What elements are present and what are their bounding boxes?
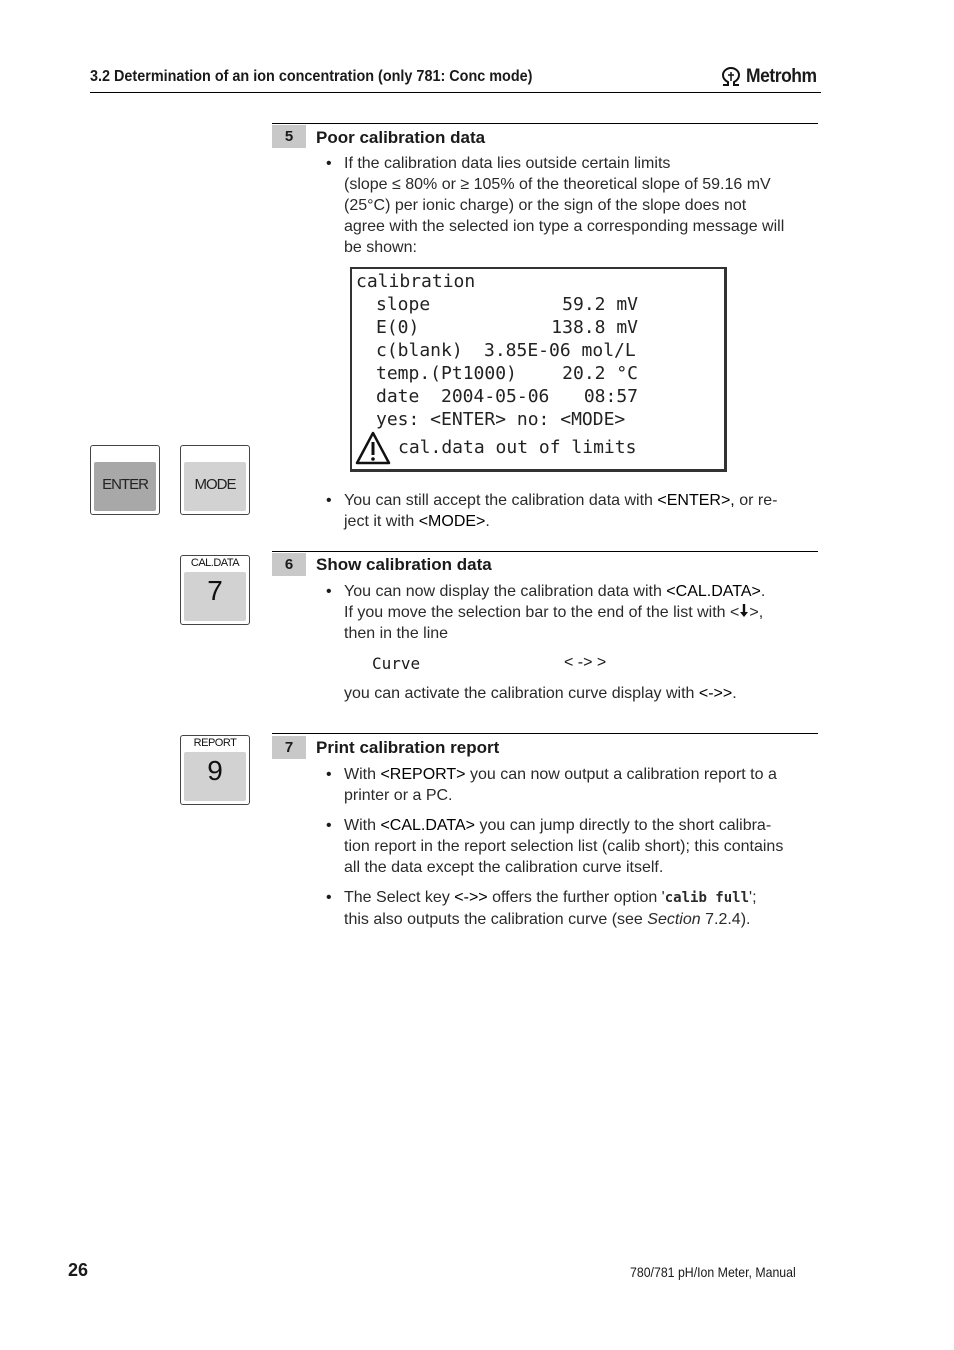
bullet: • <box>326 766 332 783</box>
text-line <box>344 909 824 930</box>
lcd-title: calibration <box>356 271 476 292</box>
step-7-bullet-2 <box>344 815 824 878</box>
lcd-e0-label: E(0) <box>376 317 420 338</box>
step-7-rule <box>272 733 818 734</box>
text: You can still accept the calibration data with <box>344 492 653 509</box>
text-line <box>344 887 824 909</box>
text-line: then in the line <box>344 625 449 642</box>
text: you can activate the calibration curve display with <box>344 685 695 702</box>
lcd-slope-value: 59.2 mV <box>562 294 638 315</box>
step-6-number: 6 <box>272 553 306 576</box>
lcd-prompt: yes: <ENTER> no: <MODE> <box>376 409 626 430</box>
step-5-rule <box>272 123 818 124</box>
bullet: • <box>326 889 332 906</box>
lcd-time-value: 08:57 <box>583 386 638 407</box>
text: offers the further option ' <box>492 889 665 906</box>
text: . <box>485 513 490 530</box>
text-line <box>344 511 824 532</box>
curve-line-label: Curve <box>372 654 421 673</box>
cal-data-key-digit: 7 <box>207 575 223 606</box>
lcd-display <box>350 267 727 472</box>
step-7-title: Print calibration report <box>316 738 500 757</box>
page-number: 26 <box>68 1260 89 1280</box>
curve-line-value: < -> > <box>564 654 607 671</box>
text: you can now output a calibration report to a <box>469 766 777 783</box>
bullet: • <box>326 155 332 172</box>
text-line: agree with the selected ion type a corresponding message will <box>344 218 785 235</box>
lcd-date-value: 2004-05-06 <box>441 386 550 407</box>
lcd-warning-text: cal.data out of limits <box>398 437 637 458</box>
manual-title: 780/781 pH/Ion Meter, Manual <box>630 1264 796 1280</box>
report-key[interactable] <box>180 735 250 805</box>
select-key-ref: <->> <box>454 889 488 906</box>
lcd-date-label: date <box>376 386 420 407</box>
text-line: all the data except the calibration curve itself. <box>344 859 664 876</box>
text-line <box>344 490 824 511</box>
text-line: If the calibration data lies outside certain limits <box>344 155 671 172</box>
lcd-cblank-value: 3.85E-06 mol/L <box>484 340 636 361</box>
arrow-down-icon <box>739 603 749 618</box>
mode-key[interactable] <box>180 445 250 515</box>
text: . <box>732 685 737 702</box>
text-line: tion report in the report selection list (calib short); this contains <box>344 838 784 855</box>
text-line <box>344 602 824 623</box>
bullet: • <box>326 492 332 509</box>
text-line <box>344 581 824 602</box>
warning-icon <box>355 431 391 465</box>
section-title: 3.2 Determination of an ion concentration (only 781: Conc mode) <box>90 68 533 85</box>
text-line: (25°C) per ionic charge) or the sign of the slope does not <box>344 197 747 214</box>
text-line <box>344 764 824 785</box>
text: ject it with <box>344 513 415 530</box>
lcd-slope-label: slope <box>376 294 431 315</box>
enter-key-ref: <ENTER>, <box>657 492 735 509</box>
metrohm-omega-icon <box>720 67 742 87</box>
text: With <box>344 766 376 783</box>
report-key-digit: 9 <box>207 755 223 786</box>
step-6-title: Show calibration data <box>316 555 492 574</box>
cal-data-key-ref: <CAL.DATA> <box>380 817 476 834</box>
step-5-accept-text <box>344 490 824 532</box>
report-key-label: REPORT <box>193 737 237 749</box>
code-calib-full: calib full <box>664 890 750 906</box>
text: 7.2.4). <box>705 911 751 928</box>
select-key-ref: <->> <box>698 685 733 702</box>
enter-key[interactable] <box>90 445 160 515</box>
section-ref: Section <box>647 911 701 928</box>
text: . <box>760 583 766 600</box>
bullet: • <box>326 583 332 600</box>
step-5-paragraph <box>344 153 824 258</box>
text: If you move the selection bar to the end of the list with < <box>344 604 740 621</box>
bullet: • <box>326 817 332 834</box>
text-line: (slope ≤ 80% or ≥ 105% of the theoretical slope of 59.16 mV <box>344 176 771 193</box>
text: you can jump directly to the short calibra- <box>479 817 772 834</box>
step-7-bullet-3 <box>344 887 824 930</box>
step-5-title: Poor calibration data <box>316 128 486 147</box>
cal-data-key-label: CAL.DATA <box>190 557 240 569</box>
text: '; <box>749 889 757 906</box>
text-line <box>344 815 824 836</box>
text: With <box>344 817 376 834</box>
text: or re- <box>739 492 778 509</box>
step-6-paragraph <box>344 581 824 644</box>
header-rule <box>90 92 821 93</box>
lcd-e0-value: 138.8 mV <box>551 317 638 338</box>
lcd-temp-label: temp.(Pt1000) <box>376 363 517 384</box>
mode-key-label: MODE <box>194 476 236 493</box>
step-6-rule <box>272 551 818 552</box>
step-7-bullet-1 <box>344 764 824 806</box>
lcd-cblank-label: c(blank) <box>376 340 463 361</box>
cal-data-key[interactable] <box>180 555 250 625</box>
step-6-activate-text <box>344 683 824 704</box>
text: >, <box>749 604 764 621</box>
text-line: be shown: <box>344 239 417 256</box>
logo-text: Metrohm <box>746 66 817 87</box>
text: The Select key <box>344 889 450 906</box>
step-7-number: 7 <box>272 736 306 759</box>
enter-key-label: ENTER <box>102 476 148 493</box>
lcd-temp-value: 20.2 °C <box>562 363 638 384</box>
text: You can now display the calibration data with <box>344 583 662 600</box>
step-5-number: 5 <box>272 125 306 148</box>
mode-key-ref: <MODE> <box>418 513 486 530</box>
text-line: printer or a PC. <box>344 787 453 804</box>
cal-data-key-ref: <CAL.DATA> <box>666 583 761 600</box>
text: this also outputs the calibration curve (see <box>344 911 643 928</box>
brand-logo <box>720 66 823 88</box>
report-key-ref: <REPORT> <box>380 766 466 783</box>
